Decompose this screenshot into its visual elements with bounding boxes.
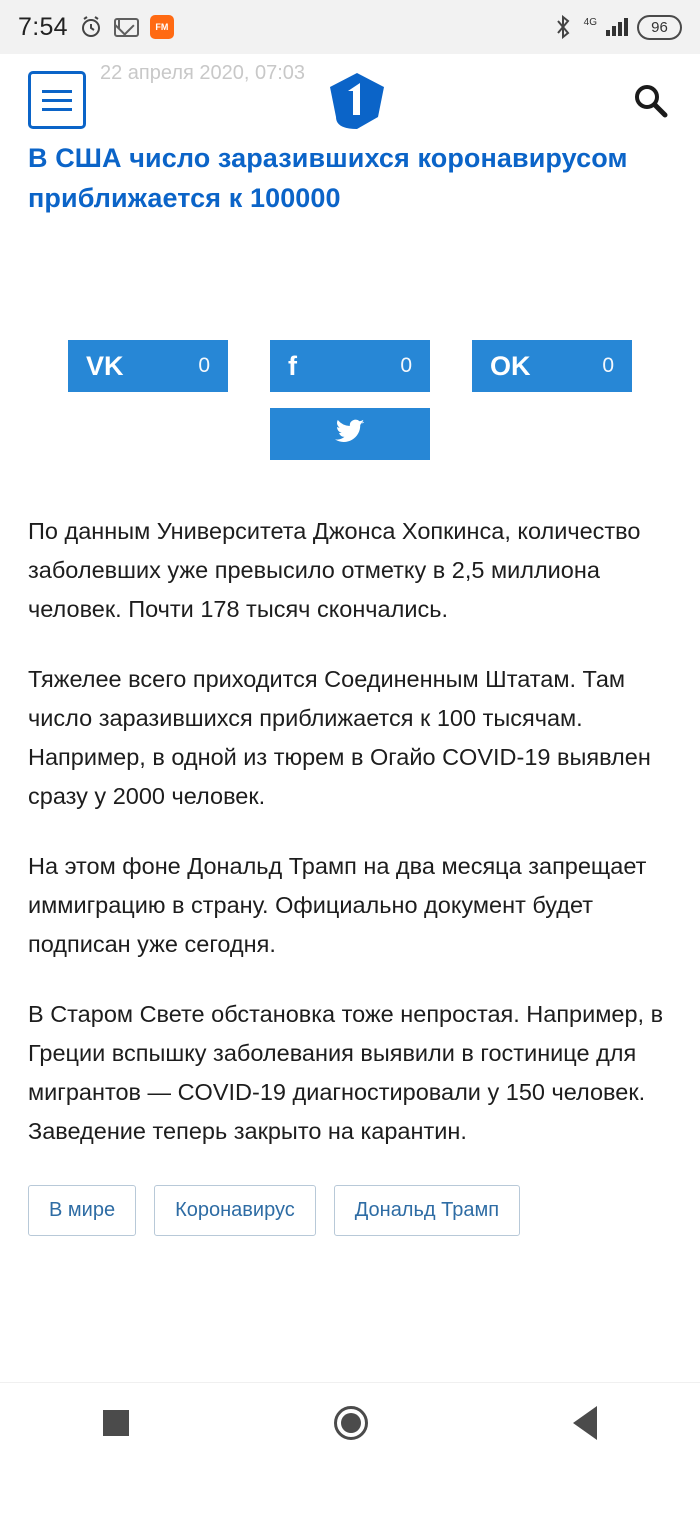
share-buttons-row-1 bbox=[28, 340, 672, 392]
article-paragraph: По данным Университета Джонса Хопкинса, количество заболевших уже превысило отметку в 2,5 миллиона человек. Почти 178 тысяч скончались. bbox=[28, 518, 641, 622]
share-button-twitter[interactable] bbox=[270, 408, 430, 460]
share-button-odnoklassniki[interactable] bbox=[472, 340, 632, 392]
battery-indicator: 96 bbox=[637, 15, 682, 40]
status-bar bbox=[0, 0, 700, 54]
vk-icon: VK bbox=[86, 350, 124, 381]
gmail-icon bbox=[114, 18, 139, 37]
search-icon[interactable] bbox=[628, 78, 672, 122]
share-buttons-row-2 bbox=[28, 408, 672, 460]
article-paragraph: В Старом Свете обстановка тоже непростая. Например, в Греции вспышку заболевания выявили в гостинице для мигрантов — COVID-19 диагностировали у 150 человек. Заведение теперь закрыто на карантин. bbox=[28, 1001, 664, 1144]
share-button-facebook[interactable] bbox=[270, 340, 430, 392]
recents-square-icon[interactable] bbox=[103, 1410, 129, 1436]
signal-strength-icon bbox=[606, 18, 628, 36]
android-navigation-bar bbox=[0, 1382, 700, 1462]
facebook-icon: f bbox=[288, 350, 297, 381]
article-paragraph: На этом фоне Дональд Трамп на два месяца запрещает иммиграцию в страну. Официально документ будет подписан уже сегодня. bbox=[28, 853, 647, 957]
tag-item[interactable]: Дональд Трамп bbox=[334, 1185, 520, 1236]
tag-item[interactable]: Коронавирус bbox=[154, 1185, 316, 1236]
status-right-group bbox=[551, 15, 682, 40]
article-title-line-2: приближается к 100000 bbox=[28, 183, 341, 213]
back-triangle-icon[interactable] bbox=[573, 1406, 597, 1440]
page-title bbox=[28, 138, 672, 218]
article-paragraph: Тяжелее всего приходится Соединенным Штатам. Там число заразившихся приближается к 100 тысячам. Например, в одной из тюрем в Огайо COVID-19 выявлен сразу у 2000 человек. bbox=[28, 666, 651, 809]
article-date: 22 апреля 2020, 07:03 bbox=[100, 62, 306, 84]
share-button-vk[interactable] bbox=[68, 340, 228, 392]
orange-app-icon: FM bbox=[150, 15, 174, 39]
status-left-group bbox=[18, 13, 174, 42]
bluetooth-icon bbox=[551, 15, 575, 39]
network-type-label: 4G bbox=[583, 16, 597, 28]
home-circle-icon[interactable] bbox=[334, 1406, 368, 1440]
article-title-line-1: В США число заразившихся коронавирусом bbox=[28, 143, 628, 173]
share-count-odnoklassniki: 0 bbox=[602, 354, 614, 377]
tag-item[interactable]: В мире bbox=[28, 1185, 136, 1236]
alarm-clock-icon bbox=[79, 15, 103, 39]
hamburger-menu-icon[interactable] bbox=[28, 71, 86, 129]
share-count-vk: 0 bbox=[198, 354, 210, 377]
article-text bbox=[28, 512, 672, 1151]
odnoklassniki-icon: OK bbox=[490, 350, 531, 381]
channel-one-logo[interactable] bbox=[326, 71, 388, 129]
article-body bbox=[0, 62, 700, 1236]
share-count-facebook: 0 bbox=[400, 354, 412, 377]
twitter-icon bbox=[335, 419, 365, 450]
tag-list bbox=[28, 1185, 672, 1236]
status-clock: 7:54 bbox=[18, 12, 68, 41]
